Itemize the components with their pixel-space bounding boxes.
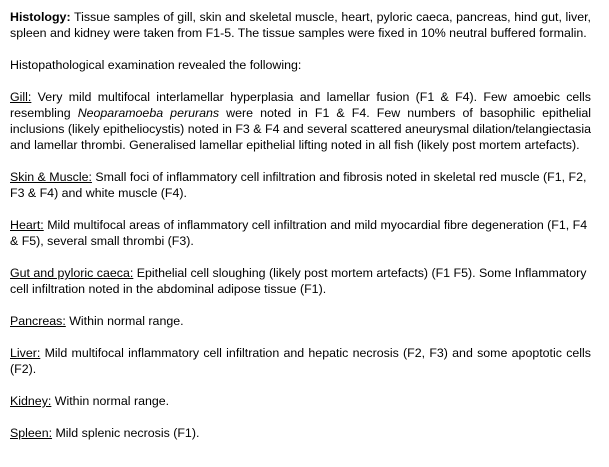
liver-paragraph [10,345,591,377]
histology-label: Histology: [10,10,71,24]
pancreas-paragraph [10,313,591,329]
gill-paragraph [10,89,591,153]
spleen-paragraph [10,425,591,441]
heart-paragraph [10,217,591,249]
kidney-text: Within normal range. [51,394,170,408]
gut-paragraph [10,265,591,297]
skin-muscle-text: Small foci of inflammatory cell infiltration and fibrosis noted in skeletal red muscle (F1, F2, F3 & F4) and white muscle (F4). [10,170,587,200]
liver-label: Liver: [10,346,41,360]
spleen-text: Mild splenic necrosis (F1). [52,426,200,440]
pancreas-text: Within normal range. [65,314,184,328]
kidney-paragraph [10,393,591,409]
skin-muscle-paragraph [10,169,591,201]
skin-muscle-label: Skin & Muscle: [10,170,92,184]
histology-text: Tissue samples of gill, skin and skeletal muscle, heart, pyloric caeca, pancreas, hind gut, liver, spleen and kidney were taken from F1-5. The tissue samples were fixed in 10% neutral buffered formalin. [10,10,591,40]
gill-text-after: were noted in F1 & F4. Few numbers of basophilic epithelial inclusions (likely epitheliocystis) noted in F3 & F4 and several scattered aneurysmal dilation/telangiectasia and lamellar thrombi. Generalised lamellar epithelial lifting noted in all fish (likely post mortem artefacts). [10,106,592,152]
gut-text: Epithelial cell sloughing (likely post mortem artefacts) (F1 F5). Some Inflammatory cell infiltration noted in the abdominal adipose tissue (F1). [10,266,587,296]
gill-label: Gill: [10,90,32,104]
spleen-label: Spleen: [10,426,53,440]
heart-label: Heart: [10,218,44,232]
document-body [10,9,591,441]
heart-text: Mild multifocal areas of inflammatory cell infiltration and mild myocardial fibre degeneration (F1, F4 & F5), several small thrombi (F3). [10,218,588,248]
histology-paragraph [10,9,591,41]
liver-text: Mild multifocal inflammatory cell infiltration and hepatic necrosis (F2, F3) and some apoptotic cells (F2). [10,346,591,376]
kidney-label: Kidney: [10,394,52,408]
gill-species-name: Neoparamoeba perurans [77,106,220,120]
pancreas-label: Pancreas: [10,314,66,328]
gut-label: Gut and pyloric caeca: [10,266,134,280]
gill-text-before: Very mild multifocal interlamellar hyperplasia and lamellar fusion (F1 & F4). Few amoebic cells resembling [10,90,591,120]
intro-paragraph: Histopathological examination revealed the following: [10,58,302,72]
